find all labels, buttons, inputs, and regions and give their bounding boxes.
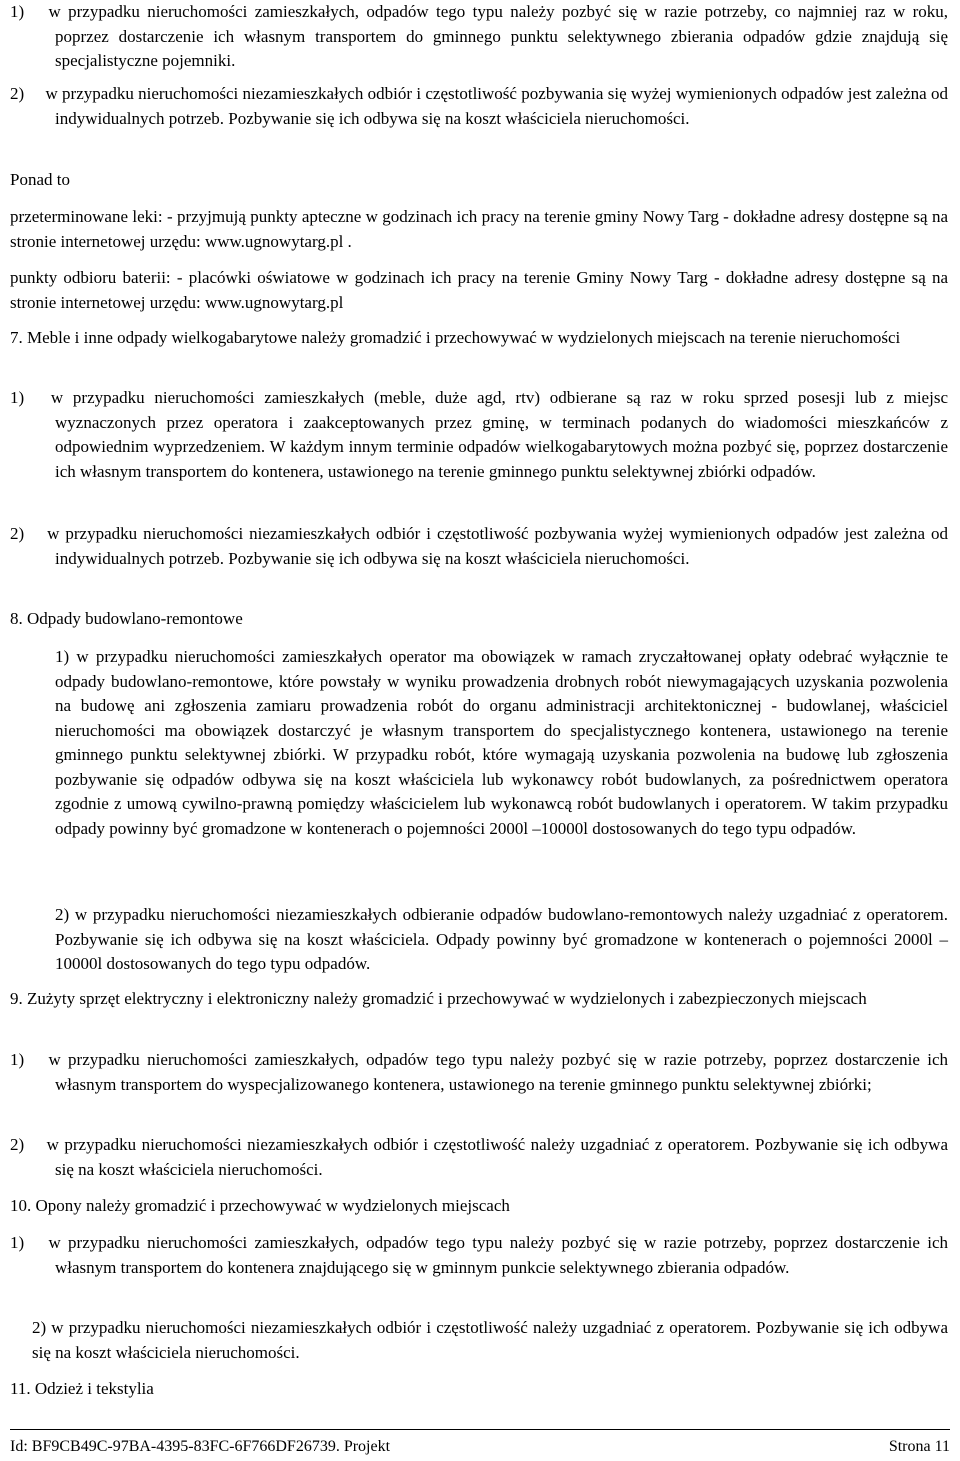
paragraph-7-item-1: 1) w przypadku nieruchomości zamieszkałych (meble, duże agd, rtv) odbierane są raz w roku sprzed posesji lub z miejsc wyznaczonych przez operatora i zaakceptowanych przez gminę, w terminach podanych do wiadomości mieszkańców z odpowiednim wyprzedzeniem. W każdym innym terminie odpadów wielkogabarytowych można pozbyć się, poprzez dostarczenie ich własnym transportem do kontenera, ustawionego na terenie gminnego punktu selektywnej zbiórki odpadów. bbox=[10, 388, 948, 481]
paragraph-9-item-1: 1) w przypadku nieruchomości zamieszkałych, odpadów tego typu należy pozbyć się w razie potrzeby, poprzez dostarczenie ich własnym transportem do wyspecjalizowanego kontenera, ustawionego na terenie gminnego punktu selektywnej zbiórki; bbox=[10, 1050, 948, 1094]
footer-document-id: Id: BF9CB49C-97BA-4395-83FC-6F766DF26739. Projekt bbox=[10, 1438, 391, 1455]
paragraph-batteries: punkty odbioru baterii: - placówki oświatowe w godzinach ich pracy na terenie Gminy Nowy Targ - dokładne adresy dostępne są na stronie internetowej urzędu: www.ugnowytarg.pl bbox=[10, 268, 948, 312]
paragraph-10-item-2: 2) w przypadku nieruchomości niezamieszkałych odbiór i częstotliwość należy uzgadniać z operatorem. Pozbywanie się ich odbywa się na koszt właściciela nieruchomości. bbox=[32, 1318, 948, 1362]
paragraph-9-item-2: 2) w przypadku nieruchomości niezamieszkałych odbiór i częstotliwość należy uzgadniać z operatorem. Pozbywanie się ich odbywa się na koszt właściciela nieruchomości. bbox=[10, 1135, 948, 1179]
section-9-heading: 9. Zużyty sprzęt elektryczny i elektroniczny należy gromadzić i przechowywać w wydzielonych i zabezpieczonych miejscach bbox=[10, 989, 867, 1008]
paragraph-item-2-recyclables-uninhabited: 2) w przypadku nieruchomości niezamieszkałych odbiór i częstotliwość pozbywania się wyżej wymienionych odpadów jest zależna od indywidualnych potrzeb. Pozbywanie się ich odbywa się na koszt właściciela nieruchomości. bbox=[10, 84, 948, 128]
footer-divider bbox=[10, 1429, 950, 1430]
section-11-heading: 11. Odzież i tekstylia bbox=[10, 1379, 154, 1398]
footer-page-number: Strona 11 bbox=[888, 1438, 950, 1455]
section-7-heading: 7. Meble i inne odpady wielkogabarytowe należy gromadzić i przechowywać w wydzielonych miejscach na terenie nieruchomości bbox=[10, 328, 901, 347]
paragraph-8-item-1: 1) w przypadku nieruchomości zamieszkałych operator ma obowiązek w ramach zryczałtowanej opłaty odebrać wyłącznie te odpady budowlano-remontowe, które powstały w wyniku prowadzenia drobnych robót niewymagających uzyskania pozwolenia na budowę ani zgłoszenia zamiaru prowadzenia robót do organu administracji architektonicznej - budowlanej, właściciel nieruchomości ma obowiązek dostarczyć je własnym transportem do specjalistycznego kontenera, ustawionego na terenie gminnego punktu selektywnej zbiórki. W przypadku robót, które wymagają uzyskania pozwolenia na budowę lub zgłoszenia pozbywanie się odpadów odbywa się na koszt właściciela lub wykonawcy robót budowlanych, za pośrednictwem operatora zgodnie z umową cywilno-prawną pomiędzy właścicielem lub wykonawcą robót budowlanych i operatorem. W takim przypadku odpady powinny być gromadzone w kontenerach o pojemności 2000l –10000l dostosowanych do tego typu odpadów. bbox=[55, 647, 948, 838]
paragraph-item-1-recyclables-inhabited: 1) w przypadku nieruchomości zamieszkałych, odpadów tego typu należy pozbyć się w razie potrzeby, co najmniej raz w roku, poprzez dostarczenie ich własnym transportem do gminnego punktu selektywnego zbierania odpadów gdzie znajdują się specjalistyczne pojemniki. bbox=[10, 2, 948, 70]
section-10-heading: 10. Opony należy gromadzić i przechowywać w wydzielonych miejscach bbox=[10, 1196, 510, 1215]
section-8-heading: 8. Odpady budowlano-remontowe bbox=[10, 609, 243, 628]
paragraph-8-item-2: 2) w przypadku nieruchomości niezamieszkałych odbieranie odpadów budowlano-remontowych należy uzgadniać z operatorem. Pozbywanie się ich odbywa się na koszt właściciela. Odpady powinny być gromadzone w kontenerach o pojemności 2000l –10000l dostosowanych do tego typu odpadów. bbox=[55, 905, 948, 973]
paragraph-10-item-1: 1) w przypadku nieruchomości zamieszkałych, odpadów tego typu należy pozbyć się w razie potrzeby, poprzez dostarczenie ich własnym transportem do kontenera znajdującego się w gminnym punkcie selektywnego zbierania odpadów. bbox=[10, 1233, 948, 1277]
paragraph-ponad-to: Ponad to bbox=[10, 170, 70, 189]
paragraph-7-item-2: 2) w przypadku nieruchomości niezamieszkałych odbiór i częstotliwość pozbywania wyżej wymienionych odpadów jest zależna od indywidualnych potrzeb. Pozbywanie się ich odbywa się na koszt właściciela nieruchomości. bbox=[10, 524, 948, 568]
paragraph-expired-medicines: przeterminowane leki: - przyjmują punkty apteczne w godzinach ich pracy na terenie gminy Nowy Targ - dokładne adresy dostępne są na stronie internetowej urzędu: www.ugnowytarg.pl . bbox=[10, 207, 948, 251]
